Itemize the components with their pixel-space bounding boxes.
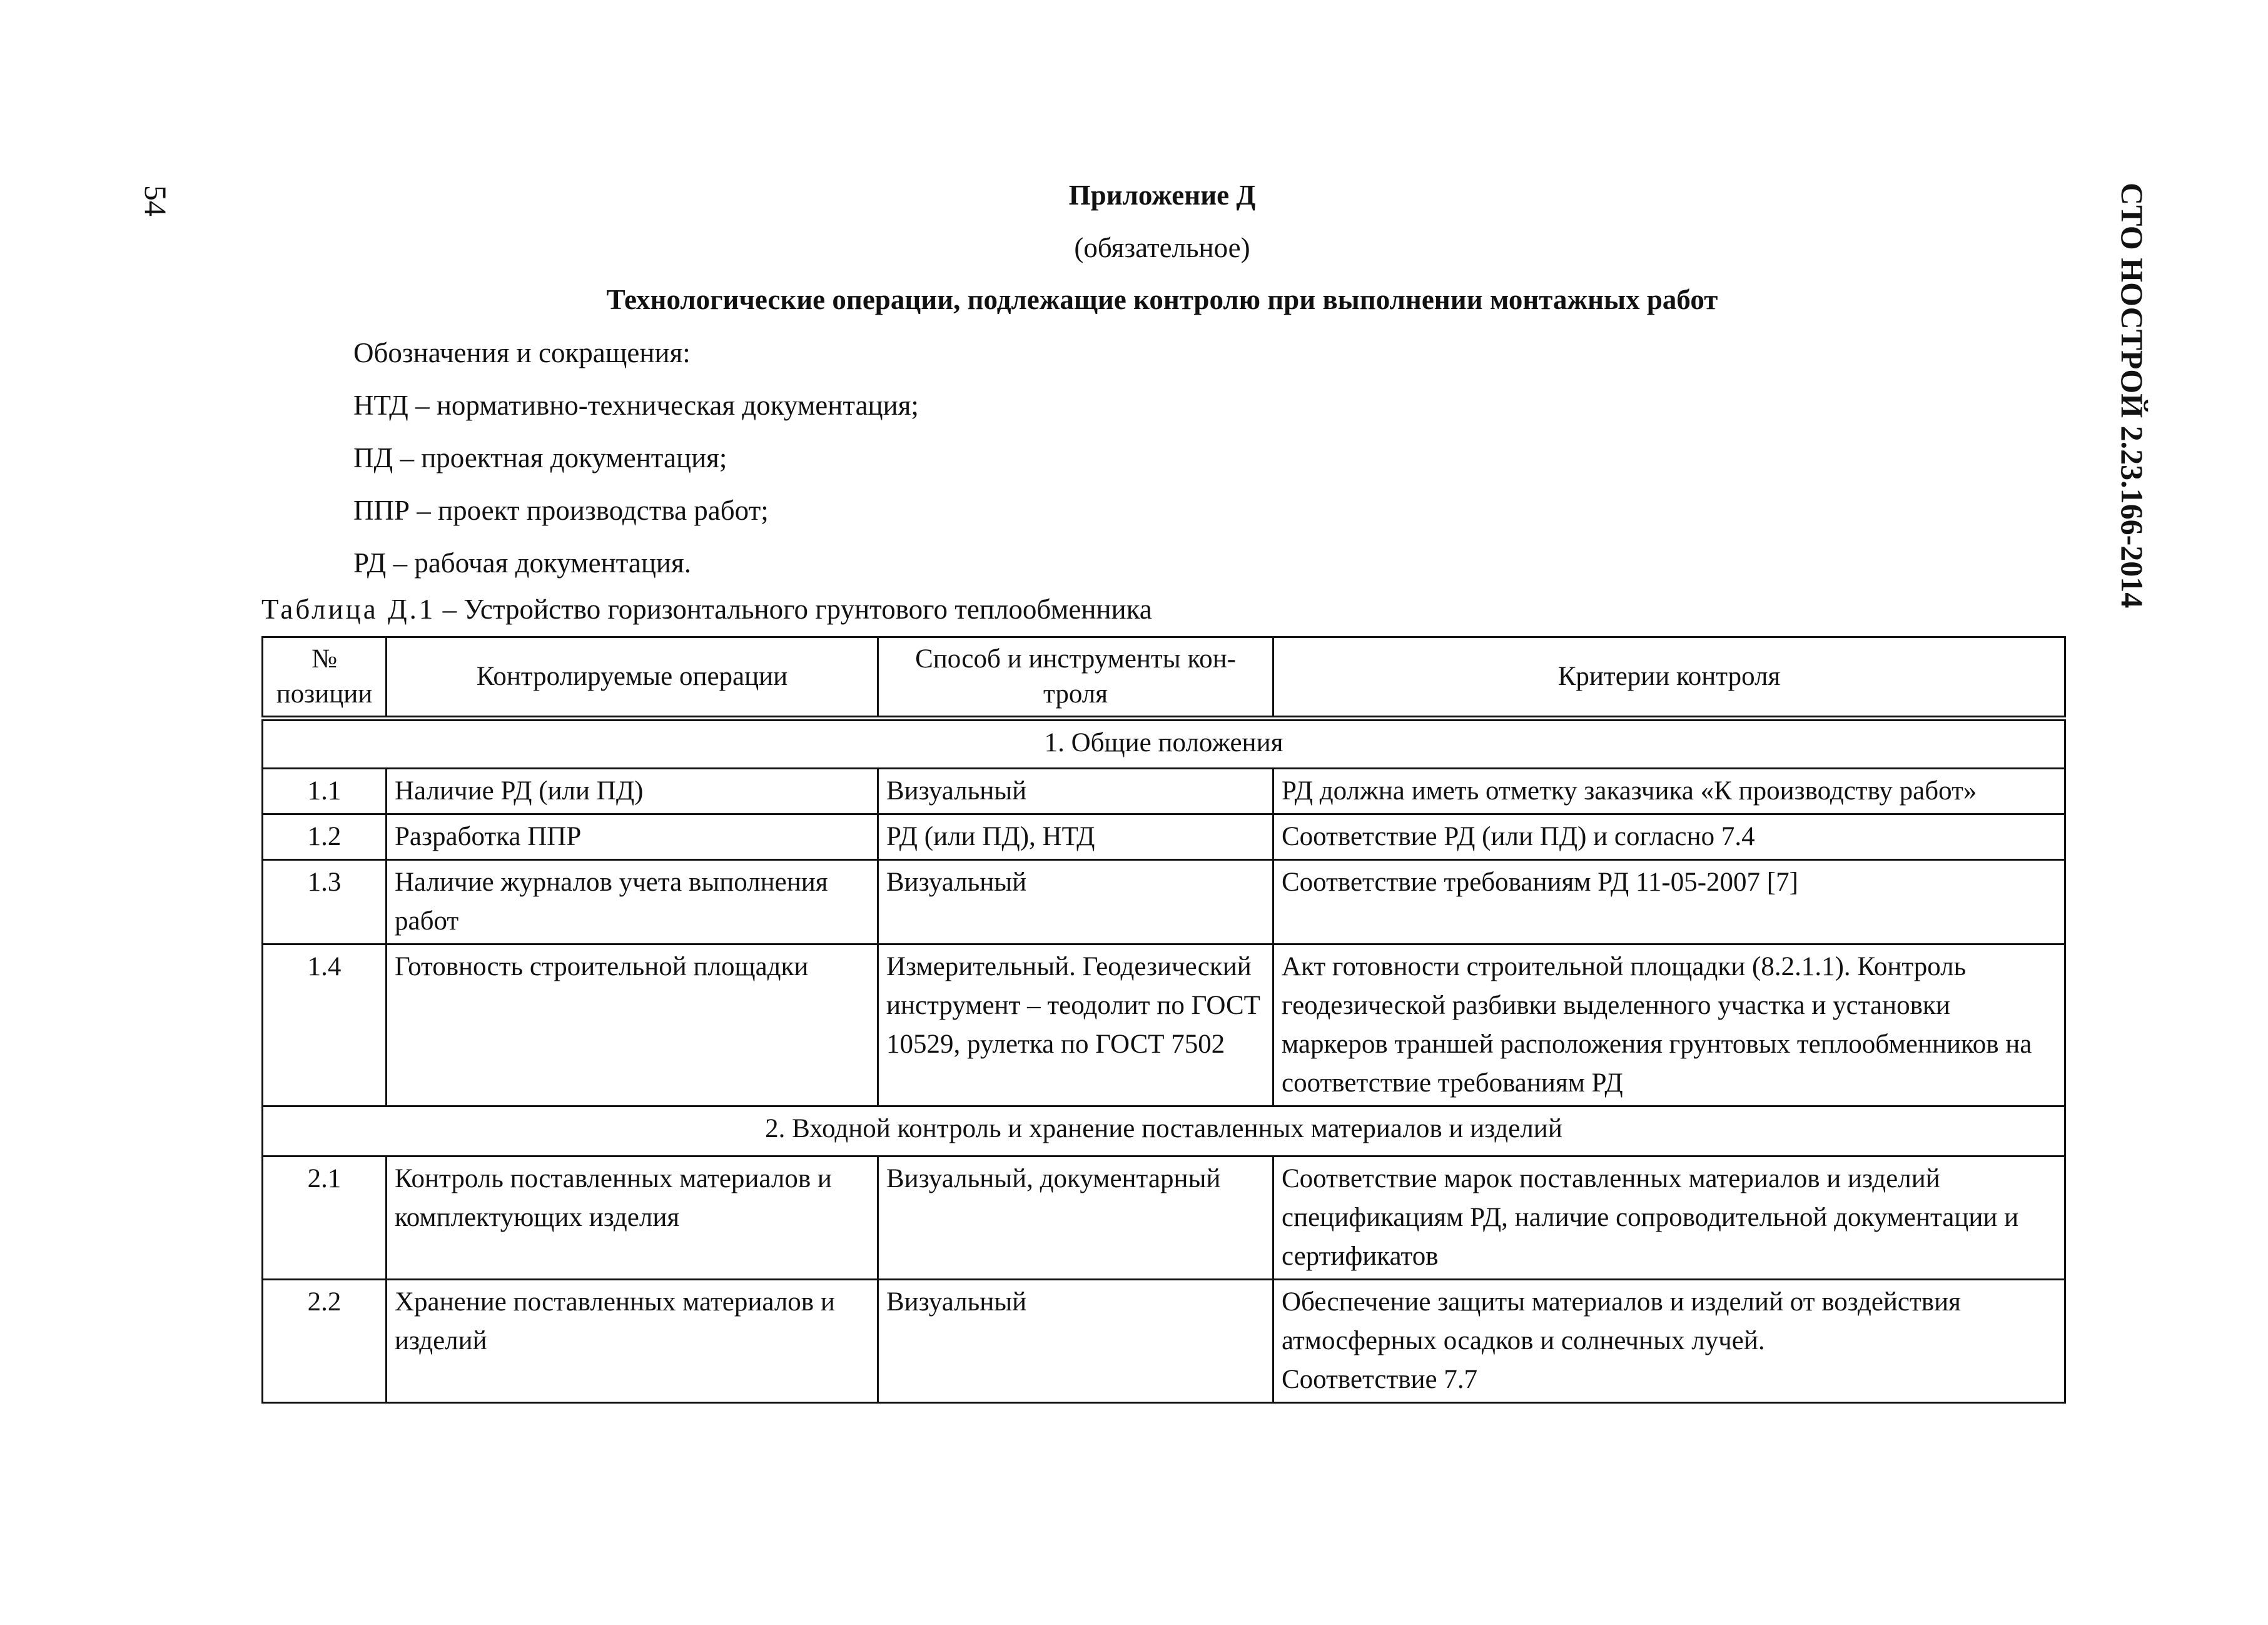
criteria-line: Обеспечение защиты материалов и изделий от воздействия атмосферных осадков и солнечных лучей.	[1282, 1287, 1961, 1355]
header-num-symbol: №	[311, 644, 338, 674]
abbreviation-item: ППР – проект производства работ;	[353, 495, 769, 526]
row-number: 1.2	[263, 814, 387, 860]
header-num-label: позиции	[276, 679, 373, 709]
row-criteria: Соответствие марок поставленных материалов и изделий спецификациям РД, наличие сопроводительной документации и сертификатов	[1273, 1157, 2065, 1280]
row-number: 1.1	[263, 769, 387, 814]
table-header-row	[263, 637, 2065, 719]
row-criteria: Акт готовности строительной площадки (8.2.1.1). Контроль геодезической разбивки выделенного участка и установки маркеров траншей расположения грунтовых теплообменников на соответствие требованиям РД	[1273, 944, 2065, 1106]
header-operations: Контролируемые операции	[387, 637, 878, 719]
row-operation: Разработка ППР	[387, 814, 878, 860]
row-operation: Наличие журналов учета выполнения работ	[387, 860, 878, 944]
row-number: 1.4	[263, 944, 387, 1106]
section-row	[263, 719, 2065, 769]
row-method: Измерительный. Геодезический инструмент – теодолит по ГОСТ 10529, рулетка по ГОСТ 7502	[878, 944, 1273, 1106]
table-row	[263, 944, 2065, 1106]
table-caption	[261, 593, 1152, 625]
row-number: 2.1	[263, 1157, 387, 1280]
row-method: Визуальный	[878, 860, 1273, 944]
abbreviation-item: НТД – нормативно-техническая документация;	[353, 390, 919, 421]
row-method: Визуальный	[878, 769, 1273, 814]
standard-code: СТО НОСТРОЙ 2.23.166-2014	[2115, 183, 2150, 609]
row-operation: Готовность строительной площадки	[387, 944, 878, 1106]
table-row	[263, 769, 2065, 814]
row-number: 1.3	[263, 860, 387, 944]
row-method: РД (или ПД), НТД	[878, 814, 1273, 860]
row-operation: Наличие РД (или ПД)	[387, 769, 878, 814]
row-criteria: Соответствие РД (или ПД) и согласно 7.4	[1273, 814, 2065, 860]
appendix-subtitle: (обязательное)	[1074, 232, 1250, 263]
abbreviations-intro: Обозначения и сокращения:	[353, 337, 691, 368]
row-operation: Хранение поставленных материалов и изделий	[387, 1280, 878, 1403]
table-row	[263, 1280, 2065, 1403]
row-criteria: РД должна иметь отметку заказчика «К производству работ»	[1273, 769, 2065, 814]
row-method: Визуальный	[878, 1280, 1273, 1403]
table-row	[263, 814, 2065, 860]
section-title: 1. Общие положения	[263, 719, 2065, 769]
header-method-line2: троля	[1043, 679, 1108, 709]
page-number: 54	[138, 185, 173, 216]
header-method	[878, 637, 1273, 719]
row-number: 2.2	[263, 1280, 387, 1403]
row-operation: Контроль поставленных материалов и комплектующих изделия	[387, 1157, 878, 1280]
abbreviation-item: ПД – проектная документация;	[353, 442, 727, 473]
header-method-line1: Способ и инструменты кон-	[915, 644, 1236, 674]
row-criteria	[1273, 1280, 2065, 1403]
appendix-heading: Технологические операции, подлежащие контролю при выполнении монтажных работ	[606, 284, 1718, 315]
header-position-number	[263, 637, 387, 719]
section-title: 2. Входной контроль и хранение поставленных материалов и изделий	[263, 1106, 2065, 1157]
row-criteria: Соответствие требованиям РД 11-05-2007 [7]	[1273, 860, 2065, 944]
row-method: Визуальный, документарный	[878, 1157, 1273, 1280]
control-operations-table	[261, 636, 2066, 1404]
abbreviation-item: РД – рабочая документация.	[353, 547, 691, 579]
appendix-title: Приложение Д	[1068, 180, 1256, 211]
header-criteria: Критерии контроля	[1273, 637, 2065, 719]
table-row	[263, 1157, 2065, 1280]
section-row	[263, 1106, 2065, 1157]
table-row	[263, 860, 2065, 944]
table-caption-text: – Устройство горизонтального грунтового теплообменника	[435, 594, 1152, 625]
table-caption-label: Таблица Д.1	[261, 594, 436, 625]
criteria-line: Соответствие 7.7	[1282, 1365, 1478, 1394]
